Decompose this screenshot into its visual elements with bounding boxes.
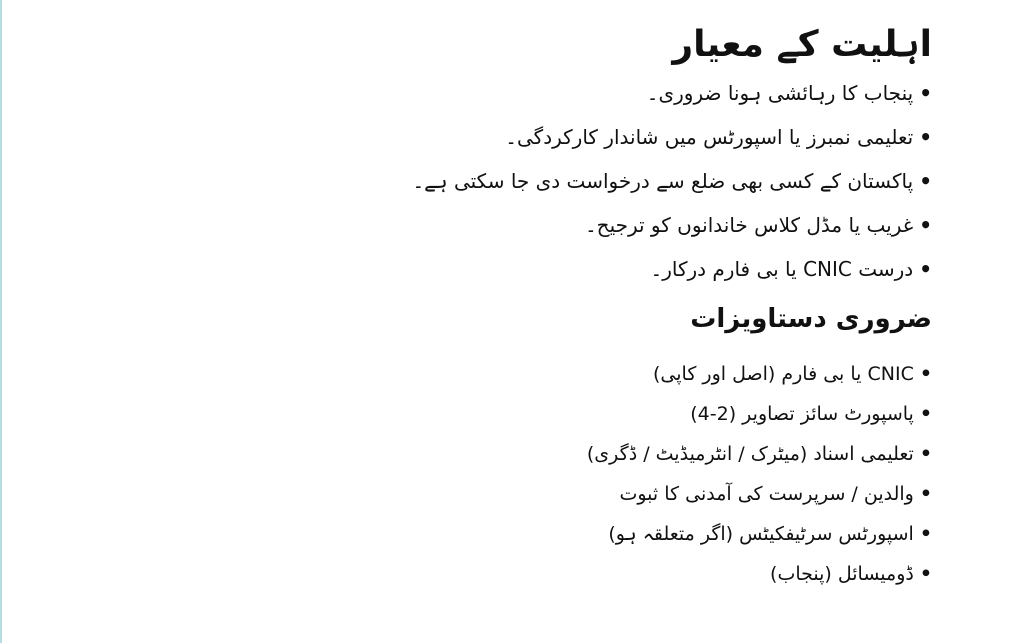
bullet-icon: • — [919, 125, 932, 149]
list-item-text: تعلیمی اسناد (میٹرک / انٹرمیڈیٹ / ڈگری) — [586, 443, 914, 465]
list-item-text: پاکستان کے کسی بھی ضلع سے درخواست دی جا سکتی ہے۔ — [412, 169, 914, 193]
list-item — [112, 78, 932, 108]
bullet-icon: • — [919, 403, 932, 425]
eligibility-heading: اہلیت کے معیار — [672, 24, 932, 65]
list-item-text: ڈومیسائل (پنجاب) — [770, 563, 914, 585]
list-item — [112, 400, 932, 429]
left-border-rule — [0, 0, 2, 643]
bullet-icon: • — [919, 523, 932, 545]
list-item-text: درست CNIC یا بی فارم درکار۔ — [650, 257, 914, 281]
list-item-text: تعلیمی نمبرز یا اسپورٹس میں شاندار کارکردگی۔ — [505, 125, 914, 149]
bullet-icon: • — [919, 363, 932, 385]
bullet-icon: • — [919, 563, 932, 585]
list-item — [112, 480, 932, 509]
list-item-text: CNIC یا بی فارم (اصل اور کاپی) — [653, 363, 914, 385]
list-item-text: غریب یا مڈل کلاس خاندانوں کو ترجیح۔ — [584, 213, 914, 237]
list-item — [112, 254, 932, 284]
bullet-icon: • — [919, 257, 932, 281]
article-content — [112, 18, 932, 600]
list-item — [112, 122, 932, 152]
eligibility-list — [112, 78, 932, 284]
bullet-icon: • — [919, 81, 932, 105]
list-item — [112, 520, 932, 549]
list-item-text: والدین / سرپرست کی آمدنی کا ثبوت — [619, 483, 914, 505]
list-item-text: پنجاب کا رہائشی ہونا ضروری۔ — [646, 81, 914, 105]
bullet-icon: • — [919, 483, 932, 505]
list-item — [112, 440, 932, 469]
documents-list — [112, 360, 932, 589]
bullet-icon: • — [919, 443, 932, 465]
list-item — [112, 210, 932, 240]
list-item-text: پاسپورٹ سائز تصاویر (2-4) — [690, 403, 914, 425]
list-item — [112, 166, 932, 196]
bullet-icon: • — [919, 213, 932, 237]
documents-heading: ضروری دستاویزات — [690, 304, 932, 334]
bullet-icon: • — [919, 169, 932, 193]
list-item — [112, 360, 932, 389]
list-item-text: اسپورٹس سرٹیفکیٹس (اگر متعلقہ ہو) — [608, 523, 914, 545]
list-item — [112, 560, 932, 589]
